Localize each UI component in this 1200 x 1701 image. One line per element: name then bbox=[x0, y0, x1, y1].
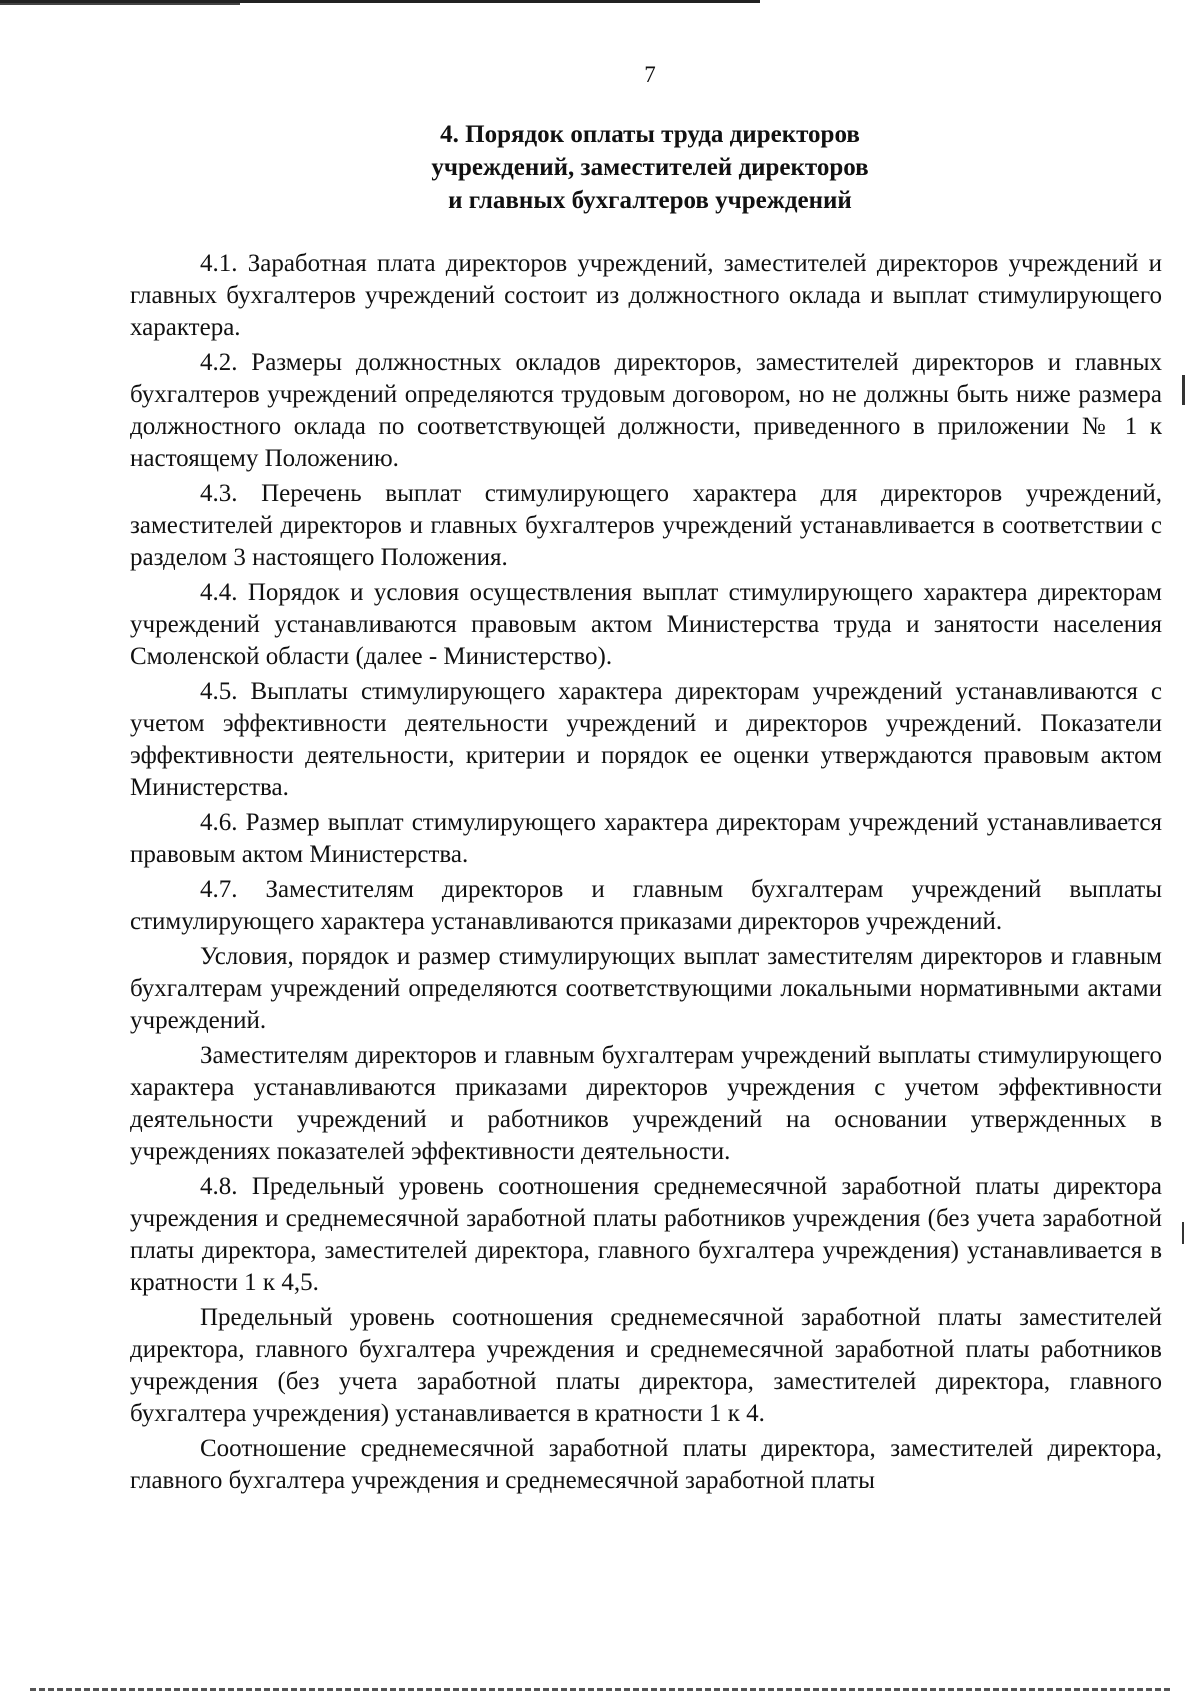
section-heading-line-2: учреждений, заместителей директоров bbox=[431, 154, 869, 181]
paragraph-4-7: 4.7. Заместителям директоров и главным бухгалтерам учреждений выплаты стимулирующего характера устанавливаются приказами директоров учреждений. bbox=[130, 876, 1162, 935]
paragraph-4-5: 4.5. Выплаты стимулирующего характера директорам учреждений устанавливаются с учетом эффективности деятельности учреждений и директоров учреждений. Показатели эффективности деятельности, критерии и порядок ее оценки утверждаются правовым актом Министерства. bbox=[130, 678, 1162, 801]
paragraph-4-7-conditions: Условия, порядок и размер стимулирующих выплат заместителям директоров и главным бухгалтерам учреждений определяются соответствующими локальными нормативными актами учреждений. bbox=[130, 943, 1162, 1034]
scan-margin-mark bbox=[1182, 375, 1185, 405]
paragraph-4-3: 4.3. Перечень выплат стимулирующего характера для директоров учреждений, заместителей директоров и главных бухгалтеров учреждений устанавливается в соответствии с разделом 3 настоящего Положения. bbox=[130, 480, 1162, 571]
section-heading-line-1: 4. Порядок оплаты труда директоров bbox=[440, 121, 860, 148]
scan-border-top-secondary bbox=[0, 3, 240, 5]
paragraph-4-8: 4.8. Предельный уровень соотношения среднемесячной заработной платы директора учреждения и среднемесячной заработной платы работников учреждения (без учета заработной платы директора, заместителей директора, главного бухгалтера учреждения) устанавливается в кратности 1 к 4,5. bbox=[130, 1173, 1162, 1296]
page-number: 7 bbox=[644, 62, 656, 87]
section-heading-line-3: и главных бухгалтеров учреждений bbox=[448, 187, 852, 214]
scan-margin-mark bbox=[1182, 1222, 1184, 1244]
paragraph-4-1: 4.1. Заработная плата директоров учреждений, заместителей директоров учреждений и главных бухгалтеров учреждений состоит из должностного оклада и выплат стимулирующего характера. bbox=[130, 250, 1162, 341]
paragraph-4-6: 4.6. Размер выплат стимулирующего характера директорам учреждений устанавливается правовым актом Министерства. bbox=[130, 809, 1162, 868]
paragraph-4-2: 4.2. Размеры должностных окладов директоров, заместителей директоров и главных бухгалтеров учреждений определяются трудовым договором, но не должны быть ниже размера должностного оклада по соответствующей должности, приведенного в приложении № 1 к настоящему Положению. bbox=[130, 349, 1162, 472]
document-body bbox=[130, 248, 1162, 1497]
paragraph-4-7-deputies: Заместителям директоров и главным бухгалтерам учреждений выплаты стимулирующего характера устанавливаются приказами директоров учреждения с учетом эффективности деятельности учреждений и работников учреждений на основании утвержденных в учреждениях показателей эффективности деятельности. bbox=[130, 1042, 1162, 1165]
paragraph-4-8-deputies-limit: Предельный уровень соотношения среднемесячной заработной платы заместителей директора, главного бухгалтера учреждения и среднемесячной заработной платы работников учреждения (без учета заработной платы директора, заместителей директора, главного бухгалтера учреждения) устанавливается в кратности 1 к 4. bbox=[130, 1304, 1162, 1427]
paragraph-4-8-ratio: Соотношение среднемесячной заработной платы директора, заместителей директора, главного бухгалтера учреждения и среднемесячной заработной платы bbox=[130, 1435, 1162, 1494]
scan-border-bottom bbox=[30, 1688, 1170, 1691]
paragraph-4-4: 4.4. Порядок и условия осуществления выплат стимулирующего характера директорам учреждений устанавливаются правовым актом Министерства труда и занятости населения Смоленской области (далее - Министерство). bbox=[130, 579, 1162, 670]
section-heading bbox=[250, 118, 1050, 217]
